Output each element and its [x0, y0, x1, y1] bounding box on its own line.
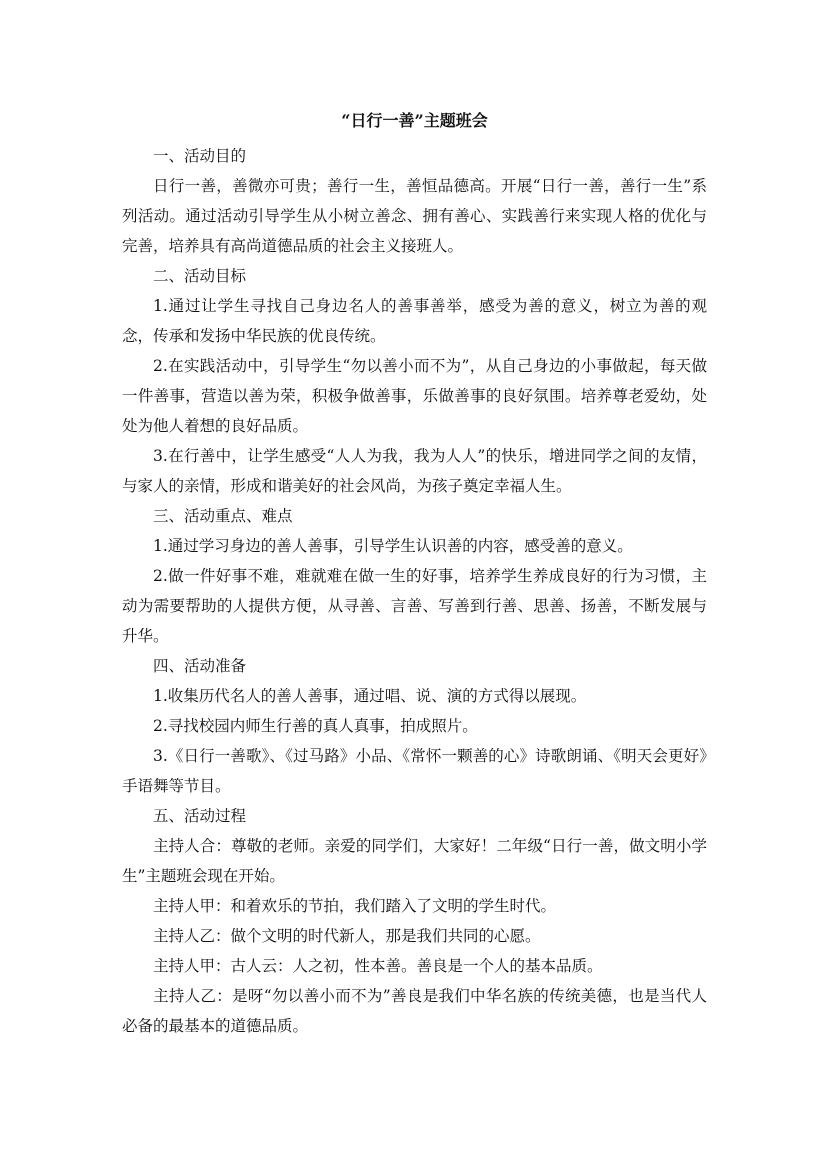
- paragraph: 2.做一件好事不难，难就难在做一生的好事，培养学生养成良好的行为习惯，主动为需要帮助的人提供方便，从寻善、言善、写善到行善、思善、扬善，不断发展与升华。: [122, 567, 707, 645]
- section-heading-purpose: 一、活动目的: [153, 147, 247, 165]
- section-heading-key-points: 三、活动重点、难点: [153, 507, 293, 525]
- document-title: “日行一善”主题班会: [341, 111, 488, 130]
- paragraph: 主持人甲：和着欢乐的节拍，我们踏入了文明的学生时代。: [153, 897, 557, 915]
- paragraph: 2.在实践活动中，引导学生“勿以善小而不为”，从自己身边的小事做起，每天做一件善事，营造以善为荣，积极争做善事，乐做善事的良好氛围。培养尊老爱幼，处处为他人着想的良好品质。: [122, 357, 707, 435]
- section-heading-goals: 二、活动目标: [153, 267, 247, 285]
- paragraph: 主持人乙：做个文明的时代新人，那是我们共同的心愿。: [153, 927, 541, 945]
- paragraph: 1.收集历代名人的善人善事，通过唱、说、演的方式得以展现。: [153, 687, 587, 705]
- section-heading-process: 五、活动过程: [153, 807, 247, 825]
- section-heading-preparation: 四、活动准备: [153, 657, 247, 675]
- paragraph: 3.在行善中，让学生感受“人人为我，我为人人”的快乐，增进同学之间的友情，与家人的亲情，形成和谐美好的社会风尚，为孩子奠定幸福人生。: [122, 447, 707, 495]
- paragraph: 主持人合：尊敬的老师。亲爱的同学们，大家好！二年级“日行一善，做文明小学生”主题班会现在开始。: [122, 837, 707, 885]
- paragraph: 1.通过让学生寻找自己身边名人的善事善举，感受为善的意义，树立为善的观念，传承和发扬中华民族的优良传统。: [122, 297, 707, 345]
- paragraph: 3.《日行一善歌》、《过马路》小品、《常怀一颗善的心》诗歌朗诵、《明天会更好》手语舞等节目。: [122, 747, 707, 795]
- paragraph: 1.通过学习身边的善人善事，引导学生认识善的内容，感受善的意义。: [153, 537, 633, 555]
- paragraph: 2.寻找校园内师生行善的真人真事，拍成照片。: [153, 717, 478, 735]
- paragraph: 主持人甲：古人云：人之初，性本善。善良是一个人的基本品质。: [153, 957, 603, 975]
- document-body: [122, 106, 707, 1041]
- paragraph: 日行一善，善微亦可贵；善行一生，善恒品德高。开展“日行一善，善行一生”系列活动。通过活动引导学生从小树立善念、拥有善心、实践善行来实现人格的优化与完善，培养具有高尚道德品质的社会主义接班人。: [122, 177, 707, 255]
- paragraph: 主持人乙：是呀“勿以善小而不为”善良是我们中华名族的传统美德，也是当代人必备的最基本的道德品质。: [122, 987, 707, 1035]
